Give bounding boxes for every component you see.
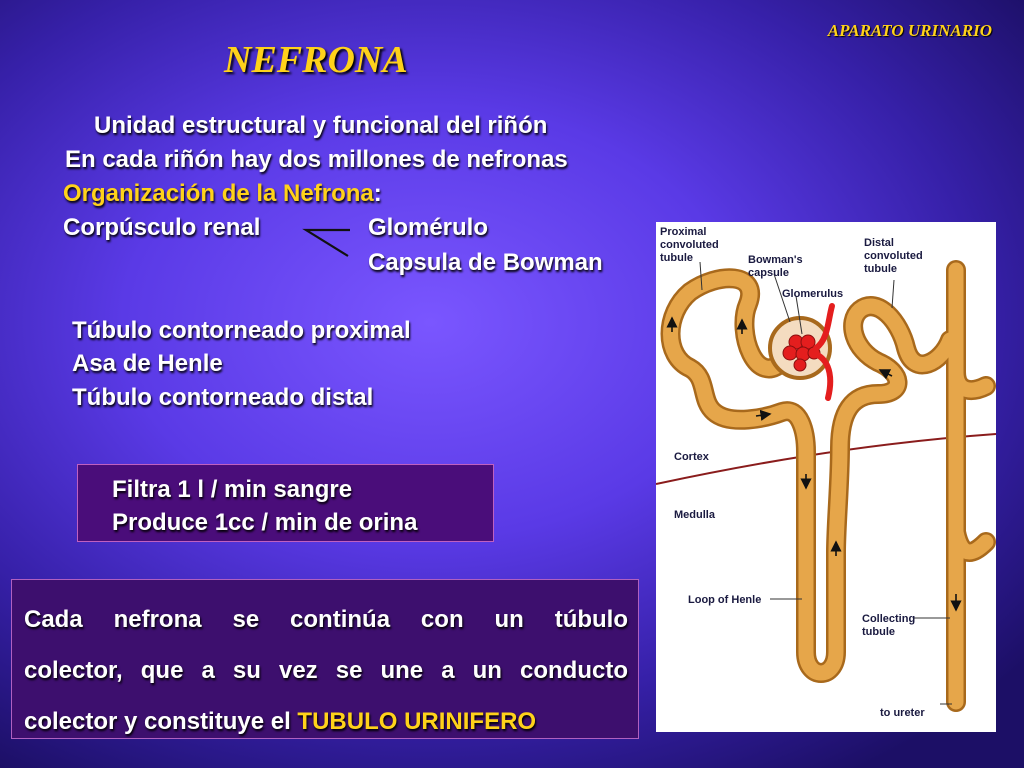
branch-capsula: Capsula de Bowman [368, 249, 603, 276]
summary-line-3-text: colector y constituye el [24, 708, 298, 735]
bracket-line [306, 230, 350, 256]
label-distal-1: Distal [864, 237, 894, 249]
intro-line-1: Unidad estructural y funcional del riñón [94, 112, 548, 139]
nephron-diagram [656, 222, 996, 732]
label-proximal-2: convoluted [660, 239, 719, 251]
label-loop-henle: Loop of Henle [688, 594, 762, 606]
function-line-2: Produce 1cc / min de orina [112, 509, 418, 536]
organization-colon: : [373, 180, 382, 207]
summary-line-2: colector, que a su vez se une a un conducto [24, 657, 628, 684]
summary-line-1: Cada nefrona se continúa con un túbulo [24, 606, 628, 633]
organization-label: Organización de la Nefrona [63, 180, 374, 207]
function-line-1: Filtra 1 l / min sangre [112, 476, 353, 503]
organization-heading [63, 180, 382, 208]
label-to-ureter: to ureter [880, 707, 925, 719]
corpuscle-label: Corpúsculo renal [63, 214, 261, 241]
tubule-distal: Túbulo contorneado distal [72, 384, 374, 411]
branch-glomerulo: Glomérulo [368, 214, 489, 241]
summary-highlight: TUBULO URINIFERO [297, 708, 537, 735]
bracket-connector [300, 226, 356, 260]
label-glomerulus: Glomerulus [782, 288, 844, 300]
label-collecting-1: Collecting [862, 613, 916, 625]
label-proximal-3: tubule [660, 252, 693, 264]
label-proximal-1: Proximal [660, 226, 707, 238]
intro-line-2: En cada riñón hay dos millones de nefronas [65, 146, 568, 173]
label-bowman-1: Bowman's [748, 254, 803, 266]
summary-box [11, 579, 639, 739]
label-collecting-2: tubule [862, 626, 895, 638]
section-label: APARATO URINARIO [827, 21, 992, 40]
label-distal-2: convoluted [864, 250, 923, 262]
tubule-proximal: Túbulo contorneado proximal [72, 317, 411, 344]
label-distal-3: tubule [864, 263, 897, 275]
label-medulla: Medulla [674, 509, 715, 521]
function-box [77, 464, 494, 542]
tubule-henle: Asa de Henle [72, 350, 223, 377]
nephron-svg [656, 222, 996, 732]
label-bowman-2: capsule [748, 267, 789, 279]
summary-line-3 [24, 696, 628, 747]
page-title: NEFRONA [224, 39, 408, 81]
label-cortex: Cortex [674, 451, 709, 463]
